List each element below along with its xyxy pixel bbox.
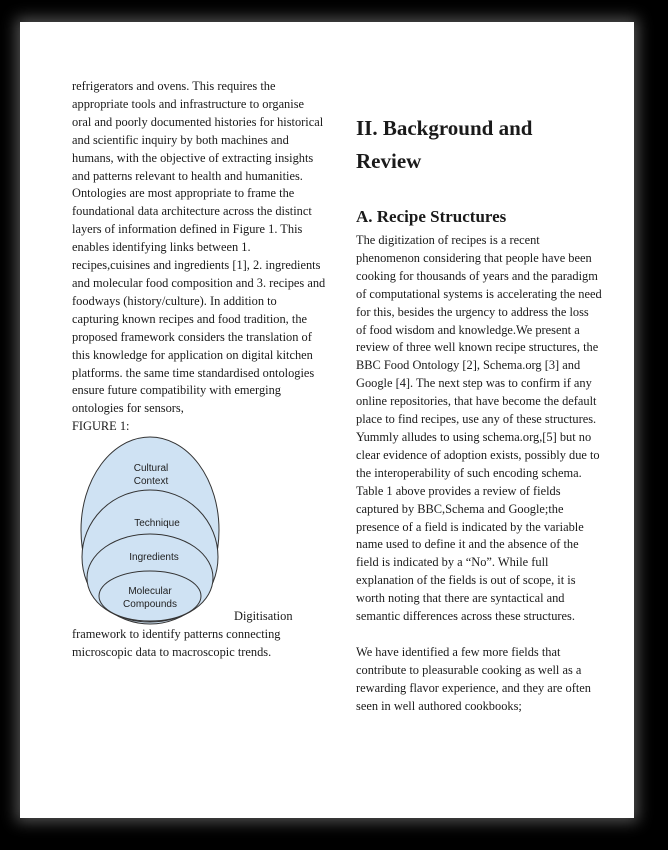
left-column: [72, 78, 326, 662]
body-paragraph: refrigerators and ovens. This requires the appropriate tools and infrastructure to organise oral and poorly documented histories for historical and scientific inquiry by both machines and humans, with the objective of extracting insights and patterns relevant to health and humanities. Ontologies are most appropriate to frame the foundational data architecture across the distinct layers of information defined in Figure 1. This enables identifying links between 1. recipes,cuisines and ingredients [1], 2. ingredients and molecular food composition and 3. recipes and foodways (history/culture). In addition to capturing known recipes and food tradition, the proposed framework considers the translation of this knowledge for application on digital kitchen platforms. the same time standardised ontologies ensure future compatibility with emerging ontologies for sensors,: [72, 79, 326, 416]
figure-1: [72, 436, 326, 626]
figure-caption-start: Digitisation: [234, 609, 293, 624]
section-heading: II. Background and Review: [356, 116, 533, 173]
label-ingredients: Ingredients: [129, 552, 179, 564]
subsection-heading: A. Recipe Structures: [356, 207, 507, 226]
document-page: [20, 22, 634, 818]
label-cultural: Cultural: [133, 463, 169, 475]
figure-caption: framework to identify patterns connecting microscopic data to macroscopic trends.: [72, 627, 281, 660]
label-compounds: Compounds: [123, 599, 177, 611]
right-column: [356, 112, 602, 715]
label-context: Context: [133, 476, 169, 488]
figure-label: FIGURE 1:: [72, 419, 130, 434]
label-technique: Technique: [134, 518, 180, 530]
nested-ellipse-diagram: [72, 436, 326, 626]
body-paragraph: We have identified a few more fields that contribute to pleasurable cooking as well as a rewarding flavor experience, and they are often seen in well authored cookbooks;: [356, 644, 591, 713]
body-paragraph: The digitization of recipes is a recent phenomenon considering that people have been cooking for thousands of years and the paradigm of computational systems is accelerating the need for this, besides the urgency to address the loss of food wisdom and knowledge.We present a review of three well known recipe structures, the BBC Food Ontology [2], Schema.org [3] and Google [4]. The next step was to confirm if any online repositories, that have become the default place to find recipes, use any of these structures. Yummly alludes to using schema.org,[5] but no clear evidence of adoption exists, possibly due to the interoperability of such encoding schema. Table 1 above provides a review of fields captured by BBC,Schema and Google;the presence of a field is indicated by the variable name used to define it and the absence of the field is indicated by a “No”. While full explanation of the fields is out of scope, it is worth noting that there are syntactical and semantic differences across these structures.: [356, 233, 602, 624]
label-molecular: Molecular: [128, 586, 172, 598]
